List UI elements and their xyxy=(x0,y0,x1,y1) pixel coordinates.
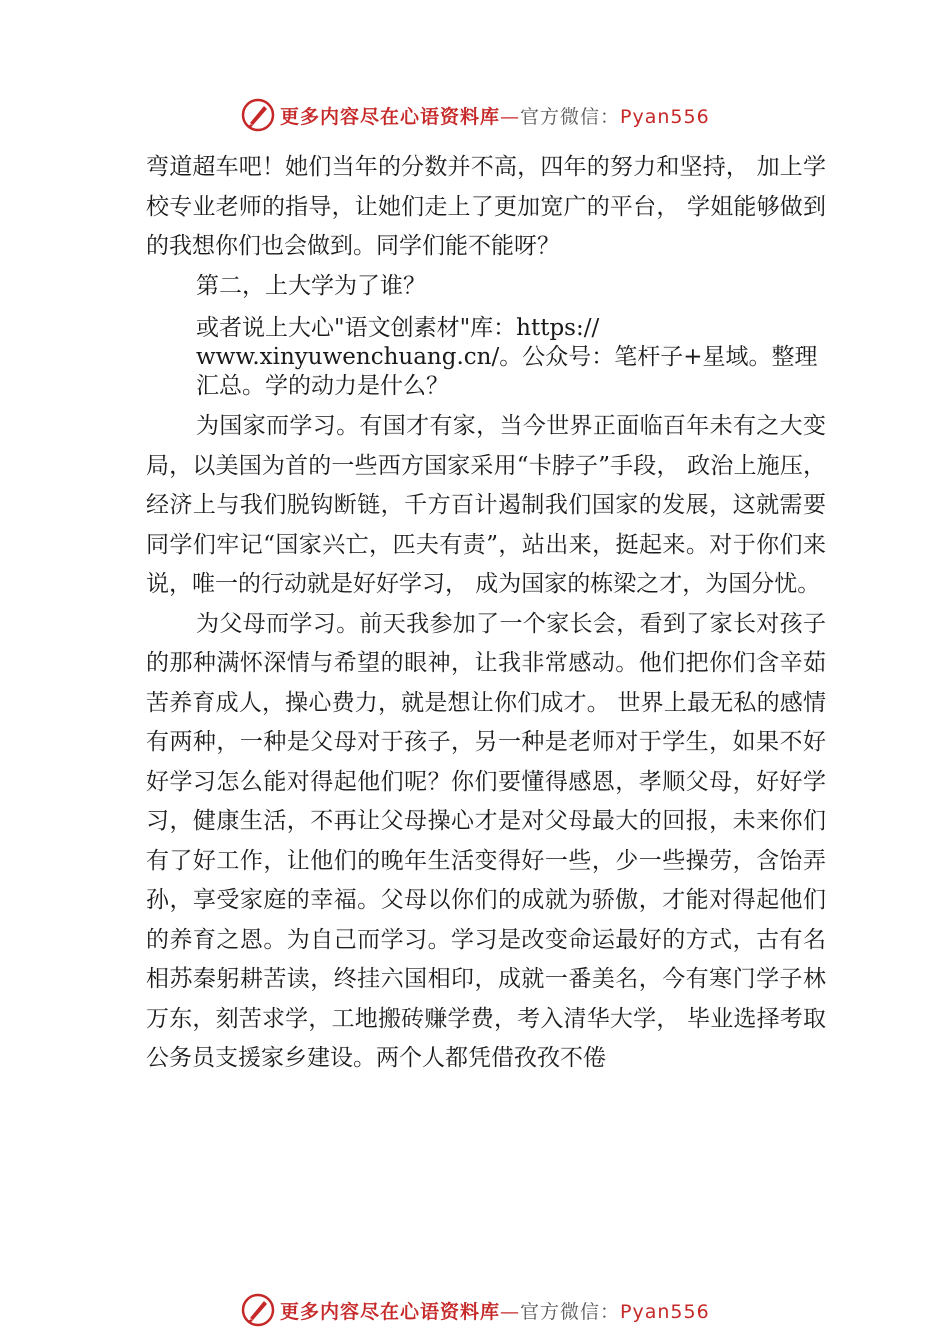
brush-logo-icon xyxy=(240,97,276,133)
paragraph-country: 为国家而学习。有国才有家，当今世界正面临百年未有之大变局，以美国为首的一些西方国家采用“卡脖子”手段， 政治上施压，经济上与我们脱钩断链，千方百计遏制我们国家的发展，这就需要同学们牢记“国家兴亡，匹夫有责”，站出来，挺起来。对于你们来说，唯一的行动就是好好学习， 成为国家的栋梁之才，为国分忧。 xyxy=(146,413,826,597)
document-body xyxy=(146,148,826,1079)
banner-wx-id: Pyan556 xyxy=(620,105,710,128)
banner-wx-label: 官方微信： xyxy=(520,1300,621,1323)
source-note-line-1: 或者说上大心"语文创素材"库：https:// xyxy=(196,315,600,341)
source-note xyxy=(146,314,826,401)
brush-logo-icon xyxy=(240,1292,276,1328)
banner-dash: — xyxy=(500,1300,521,1323)
paragraph-heading-2: 第二，上大学为了谁？ xyxy=(196,272,426,299)
banner-wx-id: Pyan556 xyxy=(620,1300,710,1323)
paragraph-parents: 为父母而学习。前天我参加了一个家长会，看到了家长对孩子的那种满怀深情与希望的眼神，让我非常感动。他们把你们含辛茹苦养育成人，操心费力，就是想让你们成才。 世界上最无私的感情有两种，一种是父母对于孩子，另一种是老师对于学生，如果不好好学习怎么能对得起他们呢？你们要懂得感恩，孝顺父母，好好学习，健康生活，不再让父母操心才是对父母最大的回报，未来你们有了好工作，让他们的晚年生活变得好一些，少一些操劳，含饴弄孙，享受家庭的幸福。父母以你们的成就为骄傲，才能对得起他们的养育之恩。为自己而学习。学习是改变命运最好的方式，古有名相苏秦躬耕苦读，终挂六国相印，成就一番美名，今有寒门学子林万东，刻苦求学，工地搬砖赚学费，考入清华大学， 毕业选择考取公务员支援家乡建设。两个人都凭借孜孜不倦 xyxy=(146,610,826,1071)
footer-banner xyxy=(240,1290,710,1330)
paragraph-1: 弯道超车吧！她们当年的分数并不高，四年的努力和坚持， 加上学校专业老师的指导，让她们走上了更加宽广的平台， 学姐能够做到的我想你们也会做到。同学们能不能呀？ xyxy=(146,154,826,259)
header-banner xyxy=(240,95,710,135)
source-note-line-2: www.xinyuwenchuang.cn/。公众号：笔杆子+星域。整理汇总。学的动力是什么？ xyxy=(196,344,818,399)
banner-text xyxy=(280,102,710,129)
banner-text xyxy=(280,1297,710,1324)
banner-main: 更多内容尽在心语资料库 xyxy=(280,105,501,128)
banner-dash: — xyxy=(500,105,521,128)
banner-wx-label: 官方微信： xyxy=(520,105,621,128)
banner-main: 更多内容尽在心语资料库 xyxy=(280,1300,501,1323)
